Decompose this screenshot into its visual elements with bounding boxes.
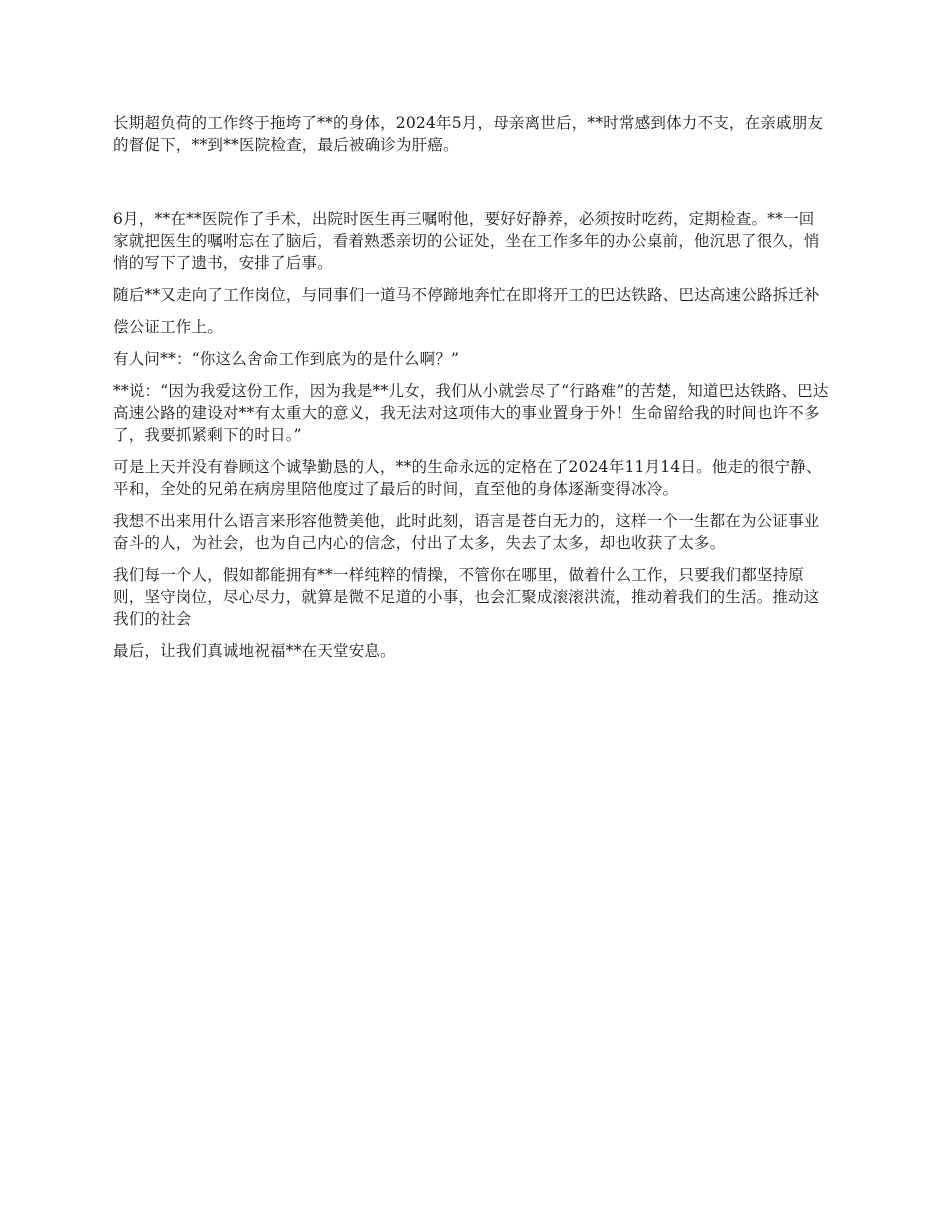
paragraph-answer: **说：“因为我爱这份工作，因为我是**儿女，我们从小就尝尽了“行路难”的苦楚，知道巴达铁路、巴达高速公路的建设对**有太重大的意义，我无法对这项伟大的事业置身于外！生命留给我的时间也许不多了，我要抓紧剩下的时日。” xyxy=(113,382,829,444)
paragraph-reflection: 我们每一个人，假如都能拥有**一样纯粹的情操，不管你在哪里，做着什么工作，只要我们都坚持原则，坚守岗位，尽心尽力，就算是微不足道的小事，也会汇聚成滚滚洪流，推动着我们的生活。推动这我们的社会 xyxy=(113,566,820,628)
paragraph-passing: 可是上天并没有眷顾这个诚挚勤恳的人，**的生命永远的定格在了2024年11月14日。他走的很宁静、平和，全处的兄弟在病房里陪他度过了最后的时间，直至他的身体逐渐变得冰冷。 xyxy=(113,458,822,498)
paragraph-return-to-work-continued: 偿公证工作上。 xyxy=(113,318,223,336)
paragraph-question: 有人问**：“你这么舍命工作到底为的是什么啊？” xyxy=(113,350,460,368)
paragraph-closing: 最后，让我们真诚地祝福**在天堂安息。 xyxy=(113,642,396,660)
paragraph-surgery: 6月，**在**医院作了手术，出院时医生再三嘱咐他，要好好静养，必须按时吃药，定期检查。**一回家就把医生的嘱咐忘在了脑后，看着熟悉亲切的公证处，坐在工作多年的办公桌前，他沉思了很久，悄悄的写下了遗书，安排了后事。 xyxy=(113,210,820,272)
document-body xyxy=(113,112,829,662)
paragraph-return-to-work: 随后**又走向了工作岗位，与同事们一道马不停蹄地奔忙在即将开工的巴达铁路、巴达高速公路拆迁补 xyxy=(113,286,820,304)
paragraph-diagnosis: 长期超负荷的工作终于拖垮了**的身体，2024年5月，母亲离世后，**时常感到体力不支，在亲戚朋友的督促下，**到**医院检查，最后被确诊为肝癌。 xyxy=(113,114,824,154)
paragraph-tribute: 我想不出来用什么语言来形容他赞美他，此时此刻，语言是苍白无力的，这样一个一生都在为公证事业奋斗的人，为社会，也为自己内心的信念，付出了太多，失去了太多，却也收获了太多。 xyxy=(113,512,820,552)
